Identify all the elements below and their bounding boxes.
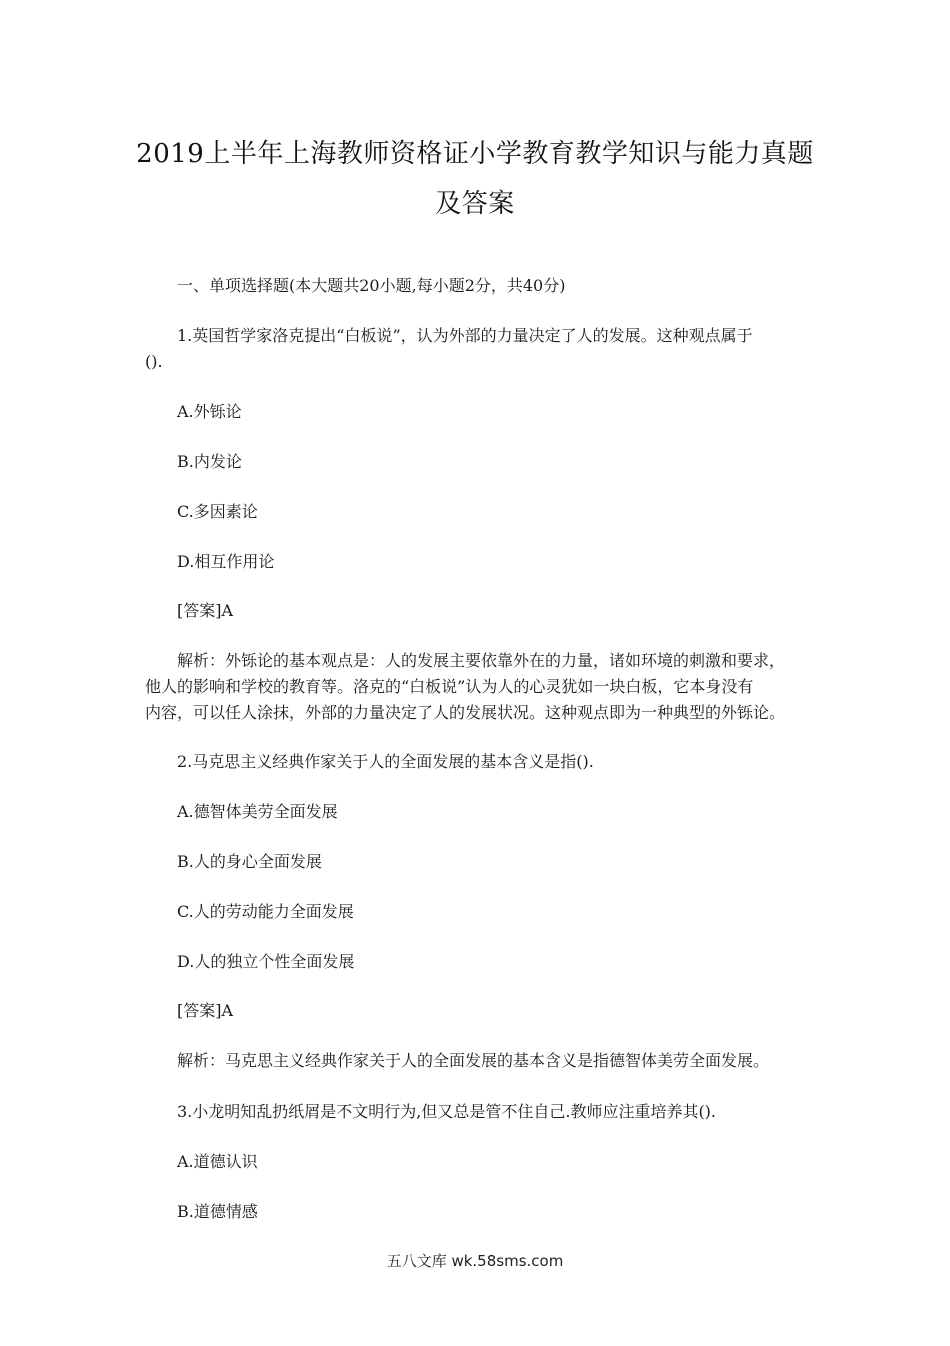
- question-1-option-c: C.多因素论: [177, 502, 258, 521]
- question-2-answer: [答案]A: [177, 1001, 234, 1020]
- question-2-option-d: D.人的独立个性全面发展: [177, 952, 355, 971]
- footer-watermark: 五八文库 wk.58sms.com: [386, 1252, 564, 1270]
- question-1-option-b: B.内发论: [177, 452, 242, 471]
- question-1-option-a: A.外铄论: [177, 402, 242, 421]
- section-header: 一、单项选择题(本大题共20小题,每小题2分，共40分): [177, 276, 566, 295]
- question-2-option-b: B.人的身心全面发展: [177, 852, 322, 871]
- question-2-option-c: C.人的劳动能力全面发展: [177, 902, 354, 921]
- question-1-option-d: D.相互作用论: [177, 552, 275, 571]
- question-2-analysis-line: 解析：马克思主义经典作家关于人的全面发展的基本含义是指德智体美劳全面发展。: [177, 1051, 770, 1070]
- question-1-analysis-line: 解析：外铄论的基本观点是：人的发展主要依靠外在的力量，诸如环境的刺激和要求，: [177, 651, 786, 670]
- question-1-answer: [答案]A: [177, 601, 234, 620]
- question-3-option-b: B.道德情感: [177, 1202, 258, 1221]
- question-1-analysis-line: 内容，可以任人涂抹，外部的力量决定了人的发展状况。这种观点即为一种典型的外铄论。: [145, 703, 786, 722]
- question-2-stem: 2.马克思主义经典作家关于人的全面发展的基本含义是指().: [177, 752, 594, 771]
- question-1-stem-cont: ().: [145, 352, 163, 371]
- question-2-option-a: A.德智体美劳全面发展: [177, 802, 338, 821]
- question-1-stem: 1.英国哲学家洛克提出“白板说”，认为外部的力量决定了人的发展。这种观点属于: [177, 326, 753, 345]
- question-3-stem: 3.小龙明知乱扔纸屑是不文明行为,但又总是管不住自己.教师应注重培养其().: [177, 1102, 717, 1121]
- question-3-option-a: A.道德认识: [177, 1152, 258, 1171]
- document-title-line-1: 2019上半年上海教师资格证小学教育教学知识与能力真题: [136, 139, 814, 169]
- document-title-line-2: 及答案: [435, 189, 515, 219]
- question-1-analysis-line: 他人的影响和学校的教育等。洛克的“白板说”认为人的心灵犹如一块白板，它本身没有: [145, 677, 754, 696]
